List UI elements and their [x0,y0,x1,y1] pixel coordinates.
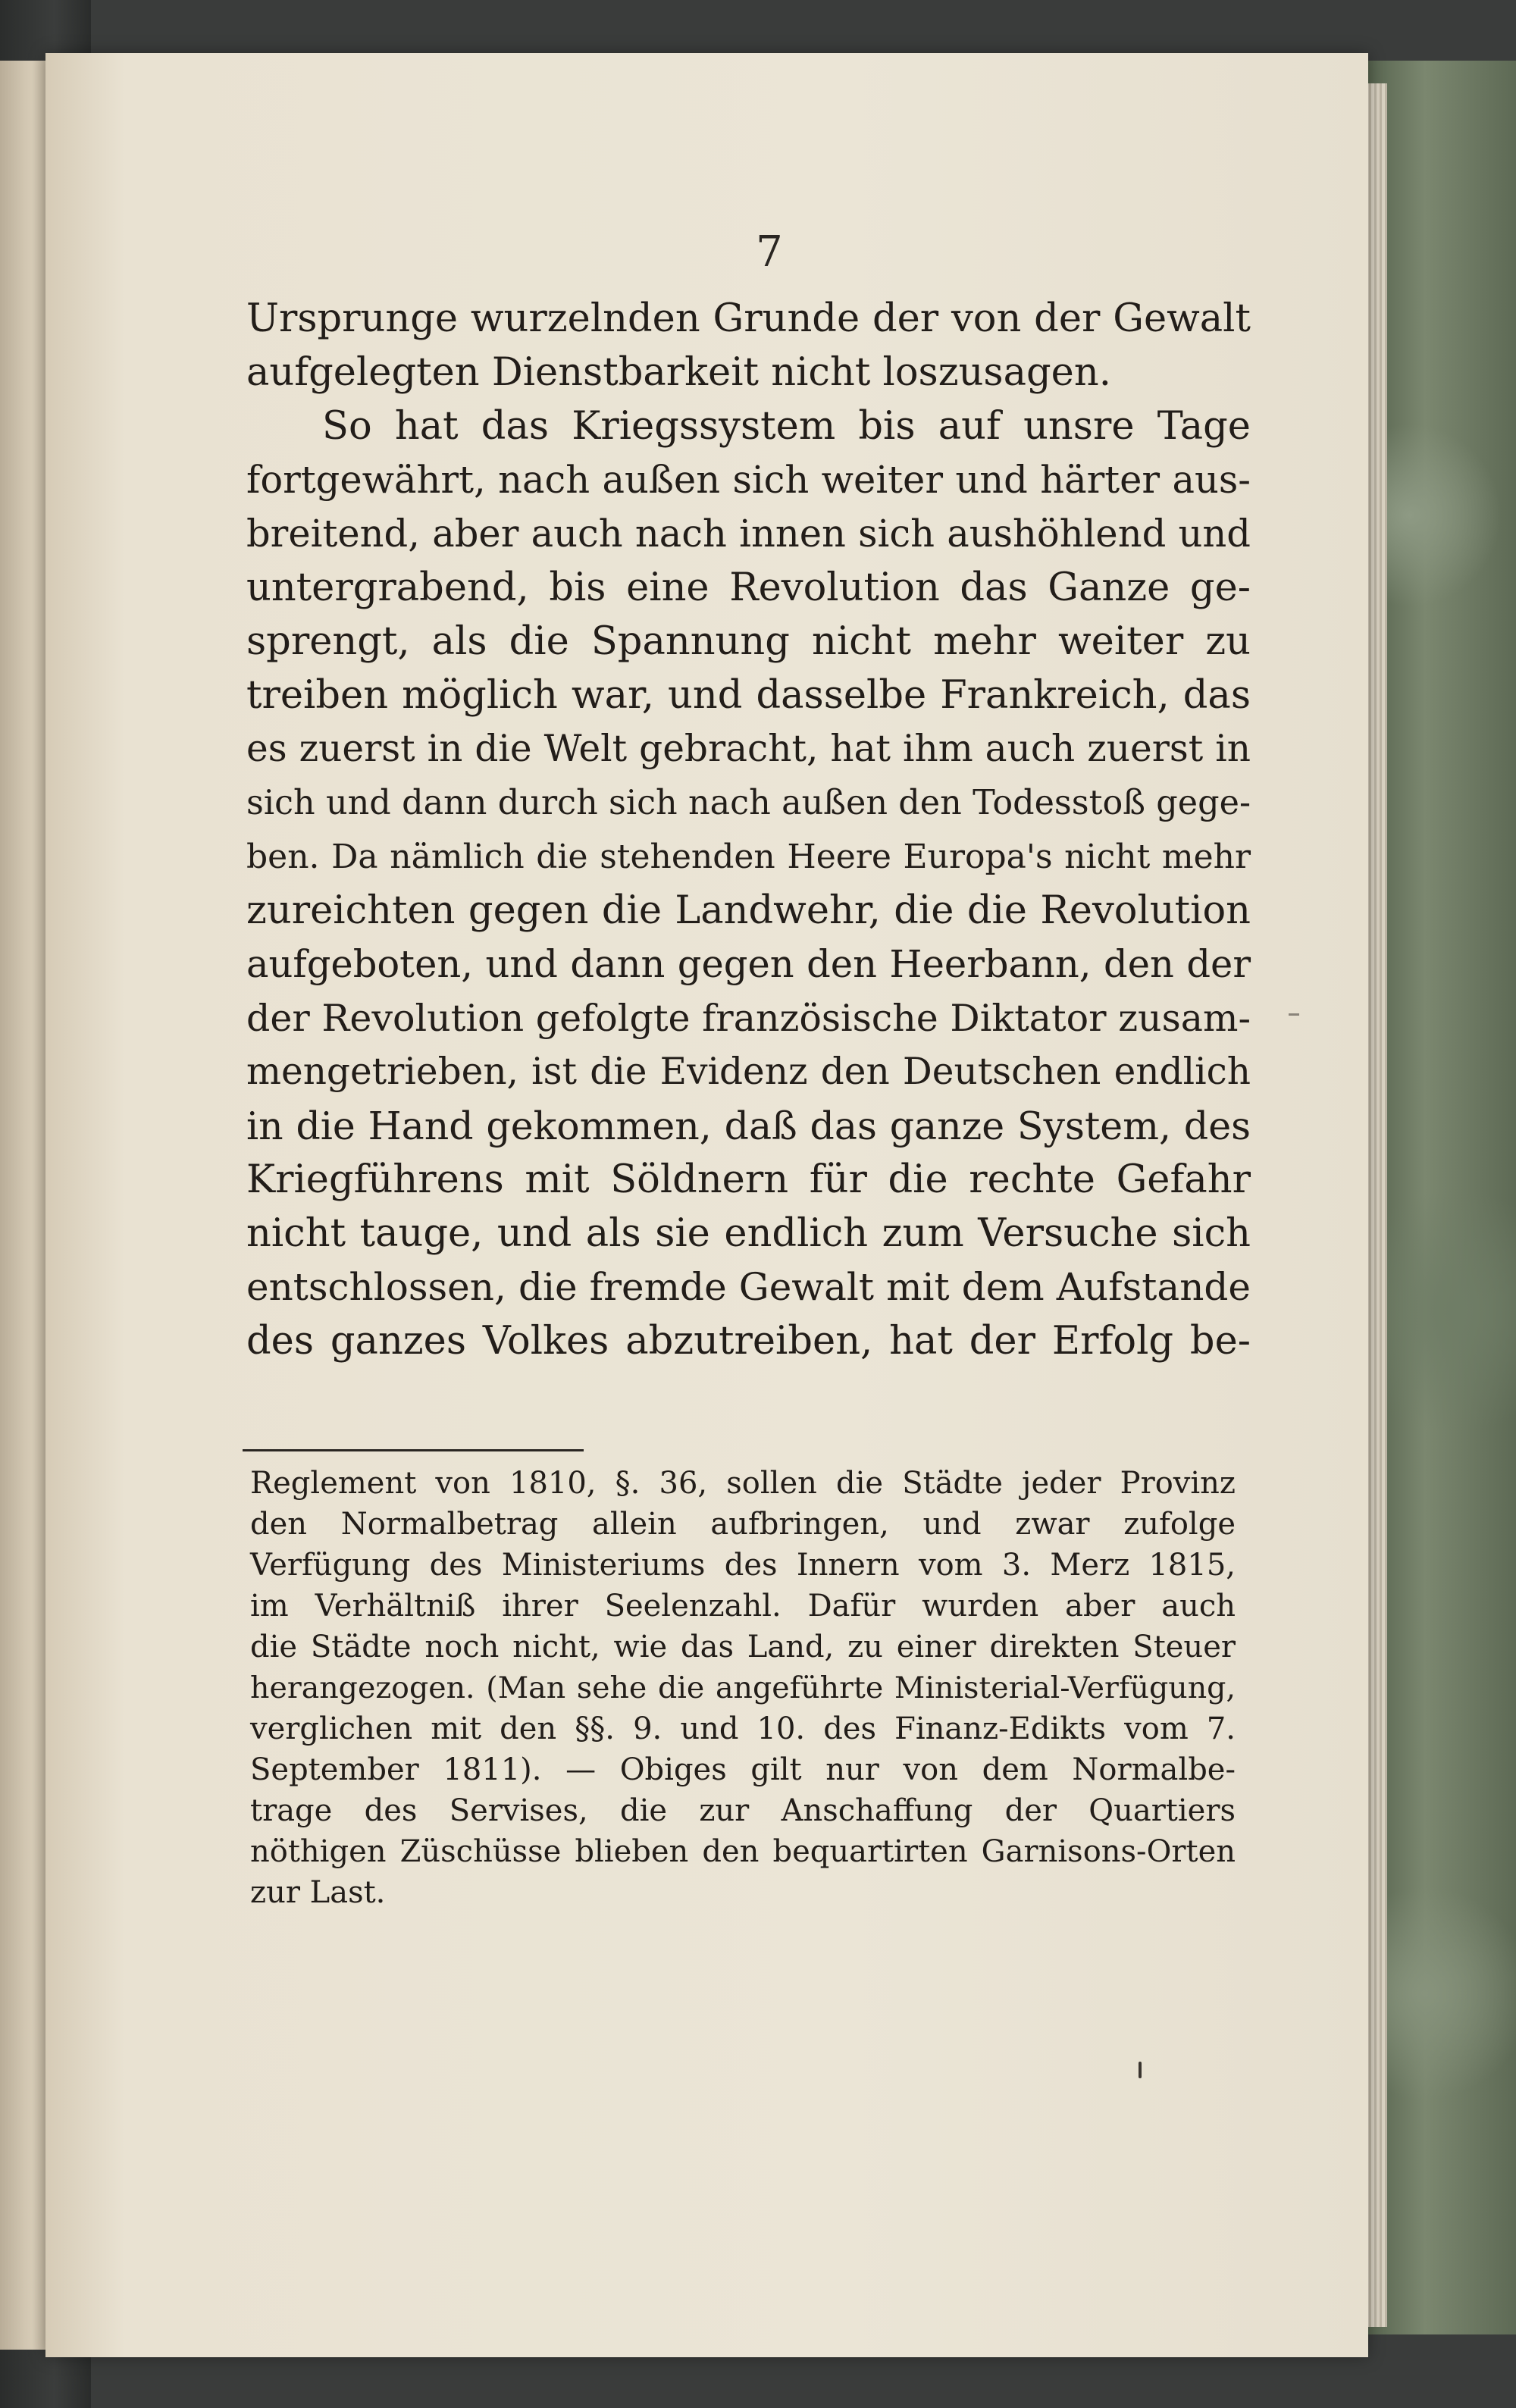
text-line: So hat das Kriegssystem bis auf unsre Tage [322,404,1251,449]
text-line: ben. Da nämlich die stehenden Heere Europa's nicht mehr [246,838,1251,876]
footnote-line: die Städte noch nicht, wie das Land, zu einer direkten Steuer [250,1630,1236,1664]
footnote-line: nöthigen Züschüsse blieben den bequartirten Garnisons-Orten [250,1834,1236,1869]
text-line: der Revolution gefolgte französische Diktator zusam- [246,997,1251,1040]
text-line: Ursprunge wurzelnden Grunde der von der Gewalt [246,296,1251,341]
text-line: zureichten gegen die Landwehr, die die Revolution [246,888,1251,933]
text-line: aufgeboten, und dann gegen den Heerbann, den der [246,942,1251,986]
text-line: breitend, aber auch nach innen sich aushöhlend und [246,512,1251,556]
main-text [246,292,1251,1368]
footnote-line: Reglement von 1810, §. 36, sollen die Städte jeder Provinz [250,1466,1236,1501]
text-line: des ganzes Volkes abzutreiben, hat der Erfolg be- [246,1319,1251,1364]
facing-page-edge [0,61,45,2350]
text-line: es zuerst in die Welt gebracht, hat ihm auch zuerst in [246,728,1251,770]
footnote-line: Verfügung des Ministeriums des Innern vom 3. Merz 1815, [250,1548,1236,1583]
marbled-cover-right [1364,61,1516,2334]
text-line: nicht tauge, und als sie endlich zum Versuche sich [246,1211,1251,1256]
footnote-divider [243,1449,584,1451]
text-line: mengetrieben, ist die Evidenz den Deutschen endlich [246,1051,1251,1093]
footnote-line: den Normalbetrag allein aufbringen, und zwar zufolge [250,1507,1236,1542]
text-line: entschlossen, die fremde Gewalt mit dem Aufstande [246,1265,1251,1309]
footnote-line: herangezogen. (Man sehe die angeführte Ministerial-Verfügung, [250,1671,1236,1705]
text-line: aufgelegten Dienstbarkeit nicht loszusagen. [246,350,1111,395]
footnote-line: im Verhältniß ihrer Seelenzahl. Dafür wurden aber auch [250,1589,1236,1624]
margin-mark [1289,1013,1299,1016]
footnote-line: September 1811). — Obiges gilt nur von dem Normalbe- [250,1752,1236,1787]
text-line: in die Hand gekommen, daß das ganze System, des [246,1104,1251,1148]
footnote-line: zur Last. [250,1875,386,1910]
text-line: treiben möglich war, und dasselbe Frankreich, das [246,673,1251,718]
text-line: untergrabend, bis eine Revolution das Ganze ge- [246,565,1251,610]
text-line: sprengt, als die Spannung nicht mehr weiter zu [246,619,1251,664]
text-line: fortgewährt, nach außen sich weiter und härter aus- [246,458,1251,502]
ink-speck [1139,2062,1142,2078]
footnote [250,1463,1236,1913]
text-line: sich und dann durch sich nach außen den Todesstoß gege- [246,784,1251,822]
text-line: Kriegführens mit Söldnern für die rechte Gefahr [246,1157,1251,1202]
page-number: 7 [756,227,783,277]
footnote-line: trage des Servises, die zur Anschaffung der Quartiers [250,1793,1236,1828]
footnote-line: verglichen mit den §§. 9. und 10. des Finanz-Edikts vom 7. [250,1711,1236,1746]
